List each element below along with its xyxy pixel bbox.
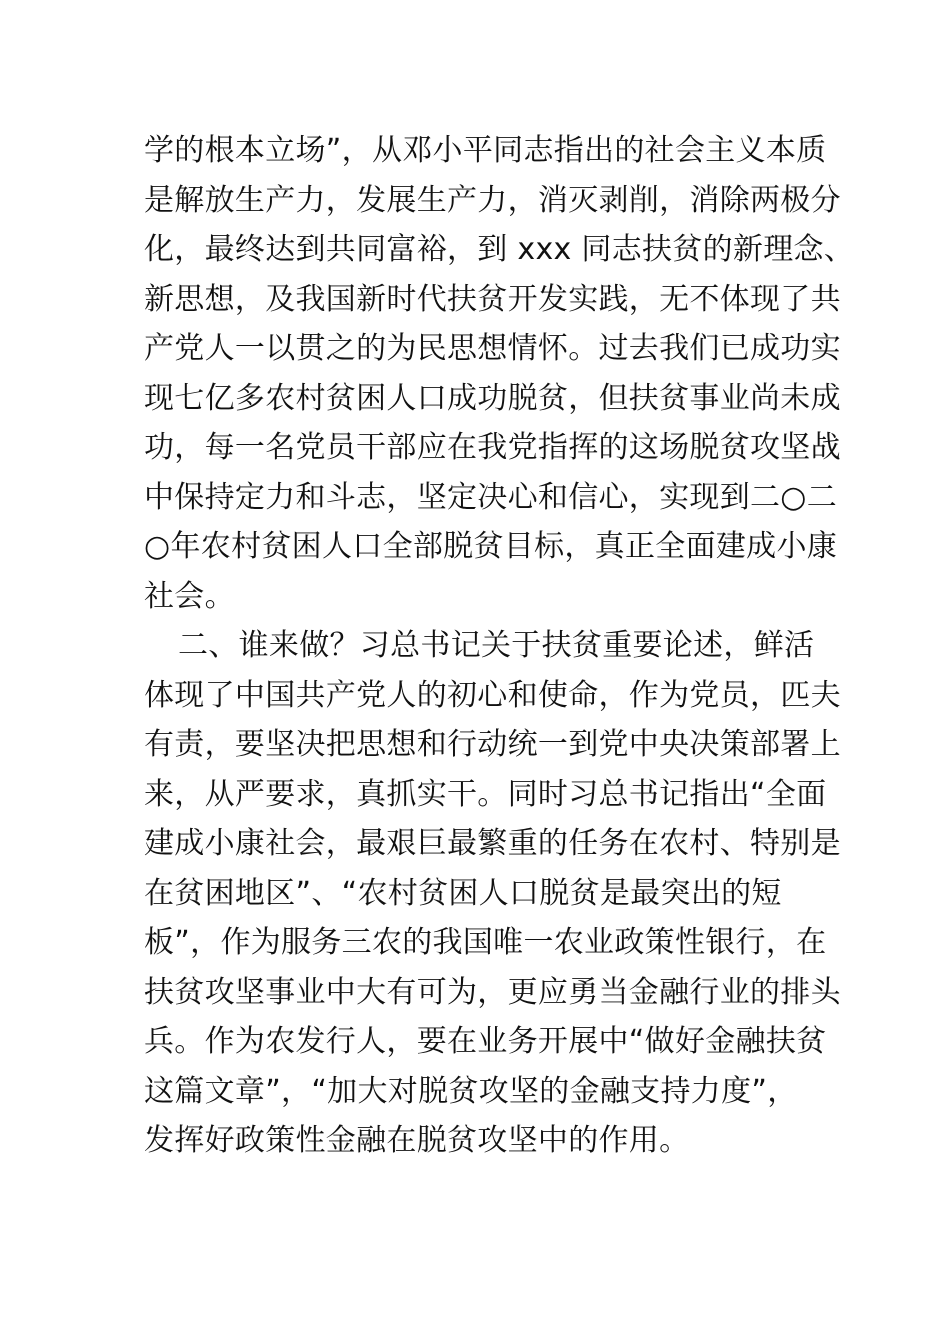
- paragraph-line: 兵。作为农发行人，要在业务开展中“做好金融扶贫: [144, 1024, 827, 1059]
- paragraph-line: 化，最终达到共同富裕，到 xxx 同志扶贫的新理念、: [144, 232, 855, 267]
- paragraph-line: 社会。: [144, 578, 235, 614]
- paragraph-line: 功，每一名党员干部应在我党指挥的这场脱贫攻坚战: [144, 430, 841, 465]
- paragraph-line: 板”，作为服务三农的我国唯一农业政策性银行，在: [144, 925, 827, 960]
- paragraph-line: 扶贫攻坚事业中大有可为，更应勇当金融行业的排头: [144, 974, 841, 1010]
- paragraph-line: 产党人一以贯之的为民思想情怀。过去我们已成功实: [144, 331, 841, 366]
- paragraph-line: 建成小康社会，最艰巨最繁重的任务在农村、特别是: [144, 826, 841, 861]
- paragraph-1: [144, 126, 855, 621]
- paragraph-line: 学的根本立场”，从邓小平同志指出的社会主义本质: [144, 133, 827, 168]
- paragraph-line: 中保持定力和斗志，坚定决心和信心，实现到二○二: [144, 479, 838, 515]
- paragraph-line: ○年农村贫困人口全部脱贫目标，真正全面建成小康: [144, 529, 838, 564]
- paragraph-line: 是解放生产力，发展生产力，消灭剥削，消除两极分: [144, 182, 841, 218]
- paragraph-line: 发挥好政策性金融在脱贫攻坚中的作用。: [144, 1123, 690, 1158]
- paragraph-line: 在贫困地区”、“农村贫困人口脱贫是最突出的短: [144, 875, 782, 911]
- paragraph-line: 体现了中国共产党人的初心和使命，作为党员，匹夫: [144, 677, 841, 713]
- paragraph-line: 现七亿多农村贫困人口成功脱贫，但扶贫事业尚未成: [144, 380, 841, 416]
- document-body: [144, 126, 855, 1166]
- paragraph-line: 来，从严要求，真抓实干。同时习总书记指出“全面: [144, 776, 827, 812]
- paragraph-line: 这篇文章”，“加大对脱贫攻坚的金融支持力度”，: [144, 1073, 798, 1109]
- paragraph-line: 有责，要坚决把思想和行动统一到党中央决策部署上: [144, 727, 841, 762]
- paragraph-line: 新思想，及我国新时代扶贫开发实践，无不体现了共: [144, 281, 841, 317]
- paragraph-line: 二、谁来做？习总书记关于扶贫重要论述，鲜活: [178, 628, 815, 663]
- paragraph-2: [144, 621, 841, 1166]
